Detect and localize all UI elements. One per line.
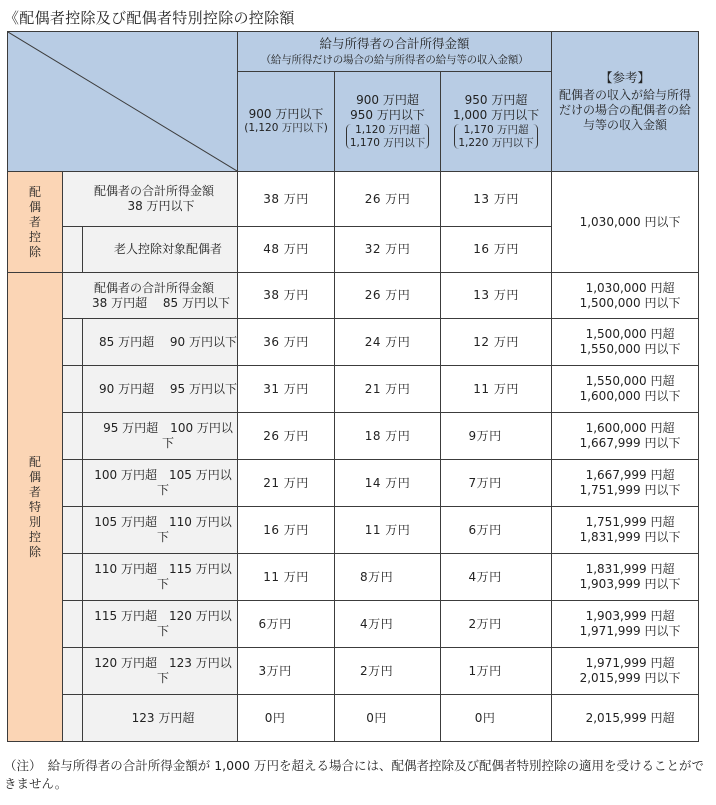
indent-spacer (63, 601, 83, 648)
amount-cell: 1万円 (441, 648, 552, 695)
row-label: 115 万円超 120 万円以下 (83, 601, 238, 648)
amount-cell: 26 万円 (238, 413, 335, 460)
row-label: 95 万円超 100 万円以下 (83, 413, 238, 460)
ref-income-cell: 1,030,000 円以下 (552, 172, 699, 273)
amount-cell: 0円 (335, 695, 441, 742)
table-row (8, 273, 699, 319)
ref-tag: 【参考】 (600, 70, 651, 86)
ref-income-from: 1,030,000 円超 (585, 280, 675, 295)
amount-cell: 48 万円 (238, 227, 335, 273)
vchar: 特 (28, 499, 41, 514)
ref-income-to: 2,015,999 円以下 (579, 671, 681, 685)
amount-cell: 13 万円 (441, 273, 552, 319)
ref-income-cell (552, 554, 699, 601)
ref-income-from: 1,667,999 円超 (585, 468, 675, 482)
vchar: 配 (28, 454, 41, 469)
amount-cell: 36 万円 (238, 319, 335, 366)
amount-cell: 11 万円 (335, 507, 441, 554)
row-label: 123 万円超 (83, 695, 238, 742)
amount-cell: 8万円 (335, 554, 441, 601)
table-row (8, 507, 699, 554)
deduction-table (7, 31, 699, 742)
header-main-cell (238, 32, 552, 72)
vchar: 偶 (28, 469, 41, 484)
ref-income-to: 1,903,999 円以下 (579, 577, 681, 591)
col2-line2: 950 万円以下 (350, 108, 425, 123)
amount-cell: 38 万円 (238, 172, 335, 227)
ref-income-from: 1,971,999 円超 (585, 656, 675, 670)
col-header-3 (441, 72, 552, 172)
indent-spacer (63, 648, 83, 695)
diagonal-divider (8, 32, 237, 171)
col1-line1: 900 万円以下 (248, 107, 324, 122)
ref-income-to: 1,600,000 円以下 (579, 389, 681, 403)
indent-spacer (63, 554, 83, 601)
ref-income-to: 1,751,999 円以下 (579, 483, 681, 497)
vchar: 別 (28, 514, 41, 529)
ref-income-cell (552, 319, 699, 366)
indent-spacer (63, 366, 83, 413)
ref-income-cell (552, 460, 699, 507)
ref-income-cell (552, 366, 699, 413)
ref-income-cell: 2,015,999 円超 (552, 695, 699, 742)
col2-bracket (346, 124, 429, 149)
row-label-line1: 配偶者の合計所得金額 (94, 280, 215, 295)
amount-cell: 0円 (441, 695, 552, 742)
indent-spacer (63, 413, 83, 460)
col1-line2: (1,120 万円以下) (244, 122, 328, 135)
col2-bracket-line2: 1,170 万円以下 (349, 136, 426, 149)
header-corner-cell (8, 32, 238, 172)
row-label: 老人控除対象配偶者 (83, 227, 238, 273)
row-label-line1: 配偶者の合計所得金額 (94, 184, 215, 198)
row-label-line2: 38 万円超 85 万円以下 (92, 295, 230, 310)
amount-cell: 26 万円 (335, 172, 441, 227)
vchar: 偶 (28, 199, 41, 214)
ref-header-cell (552, 32, 699, 172)
table-row (8, 601, 699, 648)
vchar: 除 (28, 244, 41, 259)
amount-cell: 0円 (238, 695, 335, 742)
ref-income-to: 1,550,000 円以下 (579, 342, 681, 356)
amount-cell: 21 万円 (238, 460, 335, 507)
header-main-label: 給与所得者の合計所得金額 (319, 36, 470, 52)
table-row (8, 413, 699, 460)
indent-spacer (63, 319, 83, 366)
amount-cell: 6万円 (238, 601, 335, 648)
ref-income-from: 1,550,000 円超 (585, 374, 675, 388)
table-row (8, 554, 699, 601)
ref-income-from: 1,831,999 円超 (585, 562, 675, 576)
indent-spacer (63, 507, 83, 554)
spouse-deduction-label (8, 172, 63, 273)
col-header-1 (238, 72, 335, 172)
ref-income-to: 1,500,000 円以下 (579, 295, 681, 310)
vchar: 控 (28, 229, 41, 244)
col2-line1: 900 万円超 (356, 93, 419, 108)
amount-cell: 3万円 (238, 648, 335, 695)
table-row (8, 460, 699, 507)
row-label: 90 万円超 95 万円以下 (83, 366, 238, 413)
ref-income-cell (552, 601, 699, 648)
amount-cell: 11 万円 (441, 366, 552, 413)
col3-line1: 950 万円超 (464, 93, 528, 108)
row-label: 100 万円超 105 万円以下 (83, 460, 238, 507)
amount-cell: 12 万円 (441, 319, 552, 366)
vchar: 除 (28, 544, 41, 559)
amount-cell: 21 万円 (335, 366, 441, 413)
row-label: 110 万円超 115 万円以下 (83, 554, 238, 601)
amount-cell: 16 万円 (238, 507, 335, 554)
row-label (63, 172, 238, 227)
ref-income-cell (552, 413, 699, 460)
ref-income-to: 1,667,999 円以下 (579, 436, 681, 450)
ref-income-cell (552, 507, 699, 554)
ref-income-from: 1,600,000 円超 (585, 421, 675, 435)
amount-cell: 26 万円 (335, 273, 441, 319)
col-header-2 (335, 72, 441, 172)
ref-income-to: 1,831,999 円以下 (579, 530, 681, 544)
ref-description: 配偶者の収入が給与所得だけの場合の配偶者の給与等の収入金額 (559, 87, 692, 132)
amount-cell: 24 万円 (335, 319, 441, 366)
amount-cell: 2万円 (441, 601, 552, 648)
amount-cell: 9万円 (441, 413, 552, 460)
table-row (8, 319, 699, 366)
col2-bracket-line1: 1,120 万円超 (355, 124, 420, 137)
ref-income-from: 1,903,999 円超 (585, 609, 675, 623)
amount-cell: 6万円 (441, 507, 552, 554)
row-label: 105 万円超 110 万円以下 (83, 507, 238, 554)
amount-cell: 4万円 (441, 554, 552, 601)
ref-income-to: 1,971,999 円以下 (579, 624, 681, 638)
table-row (8, 172, 699, 227)
amount-cell: 14 万円 (335, 460, 441, 507)
vchar: 者 (28, 214, 41, 229)
vchar: 配 (28, 184, 41, 199)
amount-cell: 11 万円 (238, 554, 335, 601)
amount-cell: 31 万円 (238, 366, 335, 413)
special-deduction-label (8, 273, 63, 742)
footnote: （注） 給与所得者の合計所得金額が 1,000 万円を超える場合には、配偶者控除及び配偶者特別控除の適用を受けることができません。 (4, 758, 704, 792)
table-row (8, 648, 699, 695)
amount-cell: 38 万円 (238, 273, 335, 319)
amount-cell: 7万円 (441, 460, 552, 507)
amount-cell: 4万円 (335, 601, 441, 648)
ref-income-cell (552, 648, 699, 695)
ref-income-from: 1,751,999 円超 (585, 515, 675, 529)
header-sub-label: （給与所得だけの場合の給与所得者の給与等の収入金額） (260, 53, 529, 66)
amount-cell: 2万円 (335, 648, 441, 695)
row-label-line2: 38 万円以下 (127, 199, 195, 213)
amount-cell: 18 万円 (335, 413, 441, 460)
indent-spacer (63, 227, 83, 273)
ref-income-cell (552, 273, 699, 319)
page-title: 《配偶者控除及び配偶者特別控除の控除額 (4, 9, 295, 27)
row-label: 120 万円超 123 万円以下 (83, 648, 238, 695)
col3-bracket-line2: 1,220 万円以下 (458, 136, 534, 149)
vchar: 控 (28, 529, 41, 544)
col3-line2: 1,000 万円以下 (452, 108, 540, 123)
col3-bracket (454, 124, 537, 149)
table-row (8, 695, 699, 742)
indent-spacer (63, 695, 83, 742)
ref-income-from: 1,500,000 円超 (585, 327, 675, 341)
row-label: 85 万円超 90 万円以下 (83, 319, 238, 366)
amount-cell: 13 万円 (441, 172, 552, 227)
amount-cell: 16 万円 (441, 227, 552, 273)
vchar: 者 (28, 484, 41, 499)
indent-spacer (63, 460, 83, 507)
amount-cell: 32 万円 (335, 227, 441, 273)
col3-bracket-line1: 1,170 万円超 (463, 124, 529, 137)
table-row (8, 366, 699, 413)
row-label (63, 273, 238, 319)
